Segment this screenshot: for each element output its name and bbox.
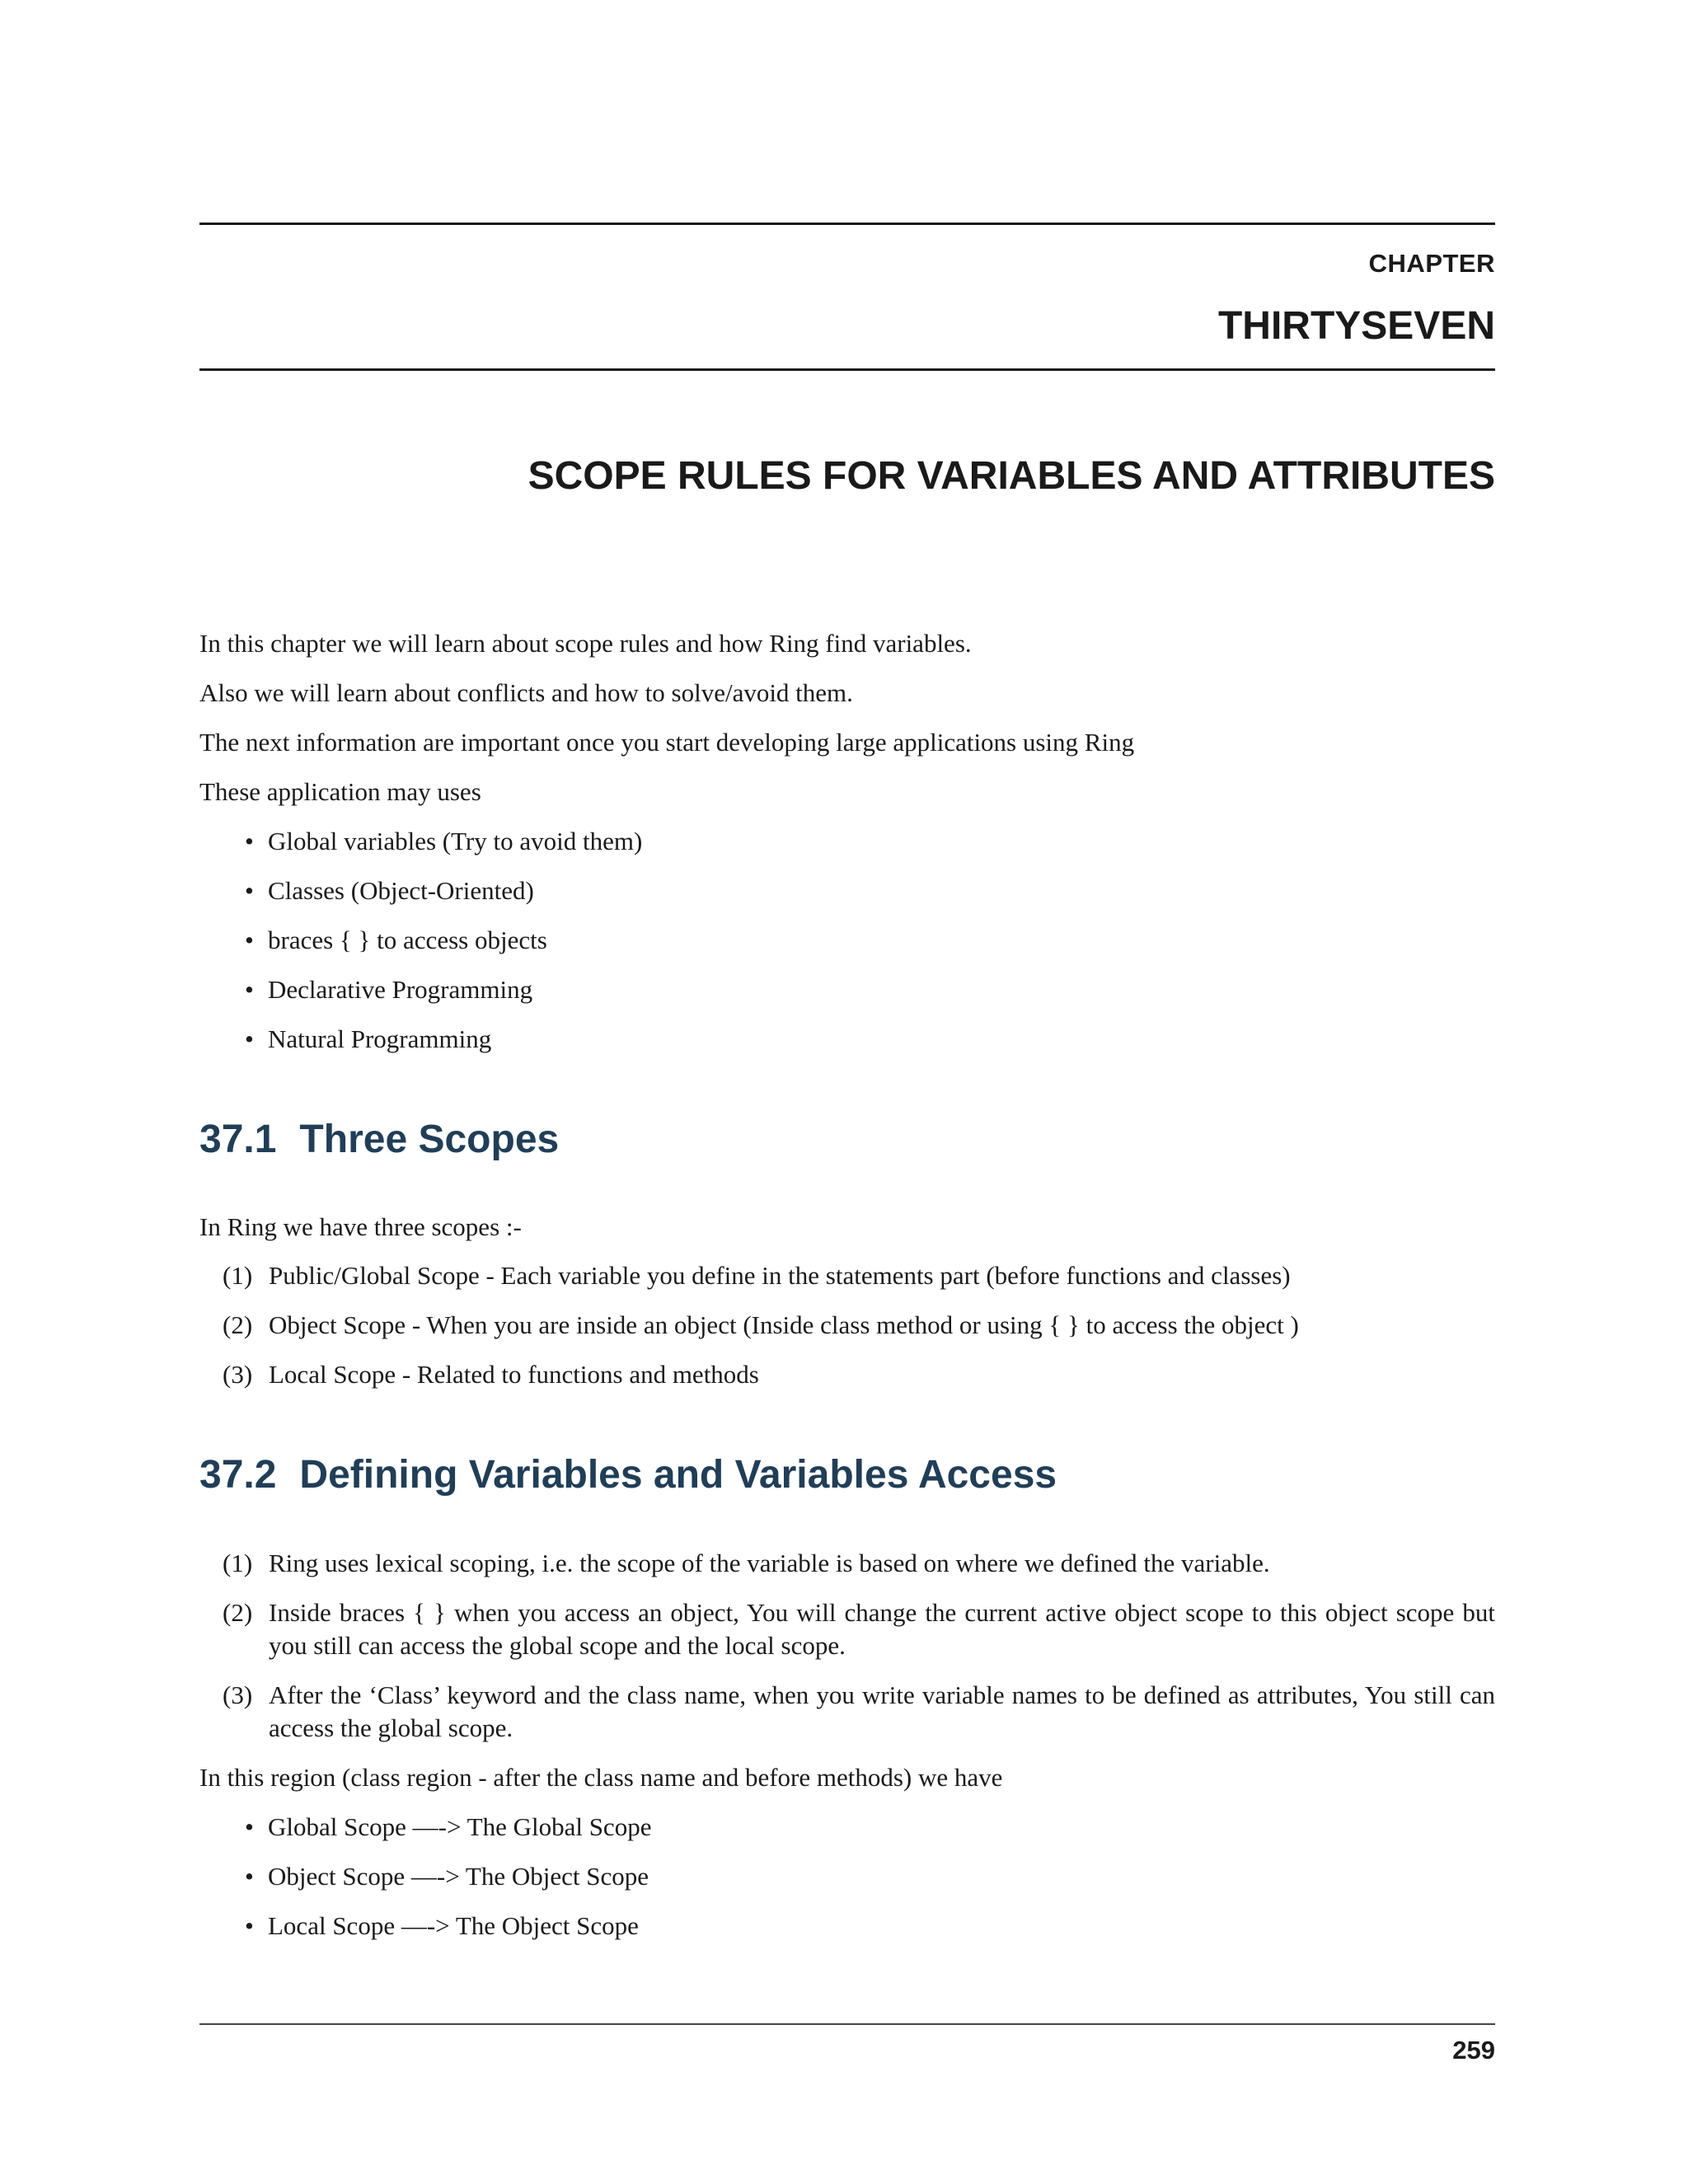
chapter-bottom-rule [199,368,1495,371]
list-item: • braces { } to access objects [245,924,547,957]
intro-paragraph: These application may uses [199,777,481,806]
enumerated-item: (1) Public/Global Scope - Each variable you define in the statements part (before functions and classes) [223,1261,1291,1290]
intro-paragraph: In this chapter we will learn about scope rules and how Ring find variables. [199,629,972,658]
enumerated-item: (3) After the ‘Class’ keyword and the class name, when you write variable names to be defined as attributes, You still can access the global scope. [223,1680,1495,1742]
bullet-icon: • [245,975,254,1004]
enumerated-item: (2) Inside braces { } when you access an object, You will change the current active object scope to this object scope but you still can access the global scope and the local scope. [223,1598,1495,1660]
chapter-number: THIRTYSEVEN [1217,304,1495,348]
bullet-icon: • [245,876,254,905]
list-item: • Global variables (Try to avoid them) [245,825,642,858]
page-number: 259 [1452,2036,1495,2064]
section-heading [199,1117,559,1162]
chapter-title: SCOPE RULES FOR VARIABLES AND ATTRIBUTES [528,454,1495,498]
bullet-icon: • [245,1911,254,1940]
section-title: Three Scopes [299,1118,560,1161]
section-heading [199,1452,1057,1497]
document-page [199,0,1495,2184]
chapter-top-rule [199,223,1495,225]
list-item: • Object Scope —-> The Object Scope [245,1860,649,1893]
footer-rule [199,2023,1495,2025]
enumerated-item: (2) Object Scope - When you are inside an object (Inside class method or using { } to access the object ) [223,1310,1299,1339]
bullet-icon: • [245,1812,254,1841]
section-number: 37.2 [199,1453,277,1497]
section-title: Defining Variables and Variables Access [299,1453,1057,1497]
list-item: • Local Scope —-> The Object Scope [245,1910,639,1943]
bullet-icon: • [245,827,254,855]
chapter-label: CHAPTER [1368,249,1495,278]
region-paragraph: In this region (class region - after the class name and before methods) we have [199,1763,1003,1792]
bullet-icon: • [245,1024,254,1053]
bullet-icon: • [245,1862,254,1891]
enumerated-item: (3) Local Scope - Related to functions and methods [223,1360,759,1389]
list-item: • Classes (Object-Oriented) [245,874,534,907]
section-intro: In Ring we have three scopes :- [199,1212,522,1241]
intro-paragraph: Also we will learn about conflicts and how to solve/avoid them. [199,678,853,707]
enumerated-item: (1) Ring uses lexical scoping, i.e. the scope of the variable is based on where we defined the variable. [223,1549,1270,1577]
intro-paragraph: The next information are important once you start developing large applications using Ring [199,728,1135,757]
bullet-icon: • [245,926,254,954]
list-item: • Declarative Programming [245,973,532,1006]
section-number: 37.1 [199,1118,277,1161]
list-item: • Natural Programming [245,1023,491,1056]
list-item: • Global Scope —-> The Global Scope [245,1811,651,1844]
